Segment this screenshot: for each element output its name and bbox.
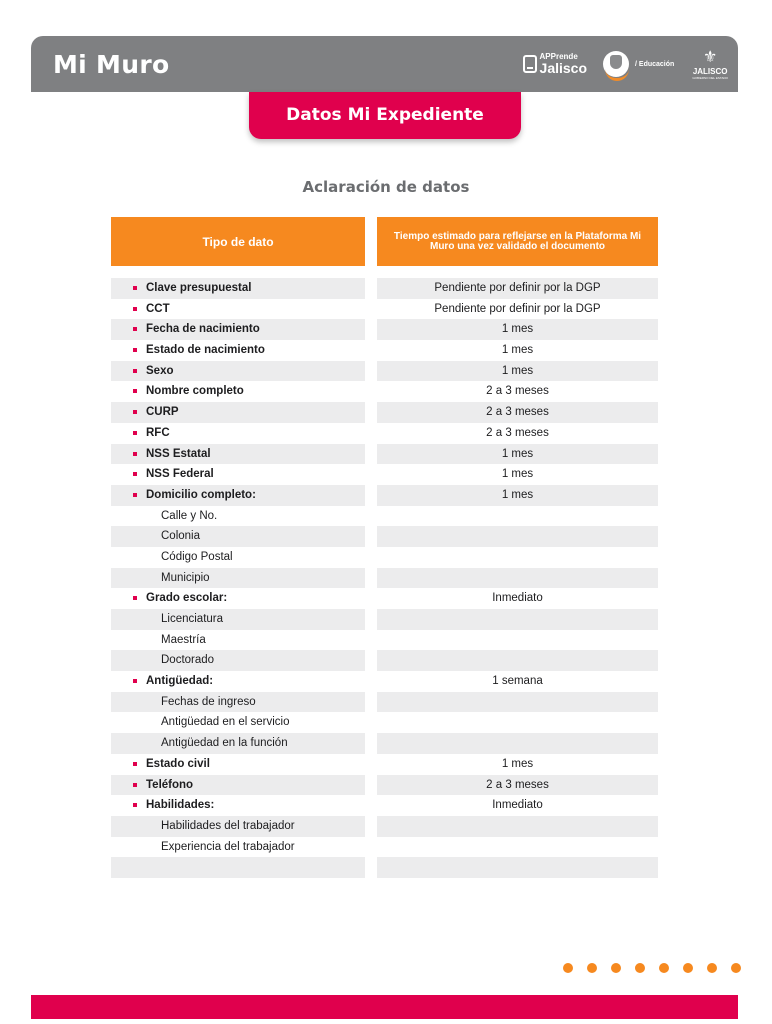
decorative-dot: [563, 963, 573, 973]
decorative-dot: [587, 963, 597, 973]
row-label: Estado civil: [146, 757, 210, 770]
table-cell-tiempo: [377, 444, 658, 465]
header-logos: [523, 44, 728, 84]
table-row: [0, 278, 772, 299]
row-label: CURP: [146, 406, 179, 419]
table-cell-tiempo: [377, 340, 658, 361]
row-value: 2 a 3 meses: [486, 426, 549, 439]
section-title-tab: Datos Mi Expediente: [249, 92, 521, 139]
bullet-icon: [133, 762, 137, 766]
row-label: Experiencia del trabajador: [161, 840, 295, 853]
table-cell-tipo: [111, 444, 365, 465]
row-value: 1 mes: [501, 447, 534, 460]
table-cell-tiempo: [377, 775, 658, 796]
table-cell-tipo: [111, 857, 365, 878]
table-row: [0, 526, 772, 547]
table-row: [0, 630, 772, 651]
table-cell-tipo: [111, 402, 365, 423]
bullet-icon: [133, 410, 137, 414]
table-cell-tipo: [111, 526, 365, 547]
apprende-icon: [523, 55, 537, 73]
table-row: [0, 816, 772, 837]
table-cell-tipo: [111, 733, 365, 754]
table-cell-tipo: [111, 671, 365, 692]
row-value: 2 a 3 meses: [486, 385, 549, 398]
row-label: Calle y No.: [161, 509, 218, 522]
table-row: [0, 588, 772, 609]
educacion-logo: [603, 51, 674, 77]
row-label: Nombre completo: [146, 385, 244, 398]
row-label: Antigüedad:: [146, 675, 214, 688]
row-value: 2 a 3 meses: [486, 778, 549, 791]
table-cell-tiempo: [377, 692, 658, 713]
decorative-dot: [659, 963, 669, 973]
bullet-icon: [133, 596, 137, 600]
decorative-dot: [635, 963, 645, 973]
bullet-icon: [133, 679, 137, 683]
educacion-emblem-icon: [603, 51, 629, 77]
table-header-tipo-de-dato: Tipo de dato: [111, 217, 365, 266]
table-row: [0, 857, 772, 878]
jalisco-logo-text: JALISCO: [692, 66, 728, 76]
row-label: Estado de nacimiento: [146, 344, 265, 357]
table-cell-tipo: [111, 547, 365, 568]
row-label: Antigüedad en la función: [161, 737, 288, 750]
jalisco-logo-subtext: GOBIERNO DEL ESTADO: [692, 75, 728, 80]
bullet-icon: [133, 369, 137, 373]
row-label: Fecha de nacimiento: [146, 323, 260, 336]
bullet-icon: [133, 452, 137, 456]
table-row: [0, 506, 772, 527]
table-cell-tiempo: [377, 609, 658, 630]
row-label: Fechas de ingreso: [161, 695, 256, 708]
row-value: Pendiente por definir por la DGP: [434, 282, 601, 294]
row-label: NSS Estatal: [146, 447, 211, 460]
table-row: [0, 775, 772, 796]
table-header-tiempo-estimado: Tiempo estimado para reflejarse en la Plataforma Mi Muro una vez validado el documento: [377, 217, 658, 266]
table-row: [0, 671, 772, 692]
table-cell-tiempo: [377, 464, 658, 485]
table-row: [0, 795, 772, 816]
apprende-logo: [523, 53, 587, 75]
table-cell-tiempo: [377, 671, 658, 692]
table-cell-tiempo: [377, 506, 658, 527]
row-label: NSS Federal: [146, 468, 214, 481]
table-cell-tiempo: [377, 547, 658, 568]
table-cell-tiempo: [377, 754, 658, 775]
row-label: Domicilio completo:: [146, 488, 256, 501]
table-cell-tipo: [111, 609, 365, 630]
table-cell-tipo: [111, 816, 365, 837]
table-row: [0, 650, 772, 671]
bullet-icon: [133, 431, 137, 435]
table-cell-tipo: [111, 630, 365, 651]
table-row: [0, 381, 772, 402]
table-row: [0, 340, 772, 361]
row-label: Grado escolar:: [146, 592, 228, 605]
table-row: [0, 319, 772, 340]
bullet-icon: [133, 783, 137, 787]
row-label: CCT: [146, 302, 170, 315]
table-cell-tipo: [111, 712, 365, 733]
bullet-icon: [133, 472, 137, 476]
table-cell-tipo: [111, 381, 365, 402]
jalisco-logo: [692, 49, 728, 80]
table-cell-tiempo: [377, 857, 658, 878]
table-cell-tipo: [111, 775, 365, 796]
row-value: 2 a 3 meses: [486, 406, 549, 419]
row-label: Antigüedad en el servicio: [161, 716, 290, 729]
row-value: Inmediato: [492, 799, 543, 812]
decorative-dot: [683, 963, 693, 973]
table-cell-tiempo: [377, 485, 658, 506]
apprende-logo-bottom: Jalisco: [539, 60, 588, 76]
bullet-icon: [133, 327, 137, 331]
bullet-icon: [133, 348, 137, 352]
table-cell-tipo: [111, 319, 365, 340]
bullet-icon: [133, 307, 137, 311]
bullet-icon: [133, 286, 137, 290]
educacion-logo-text: / Educación: [635, 60, 675, 68]
table-row: [0, 568, 772, 589]
row-label: Habilidades del trabajador: [161, 819, 295, 832]
row-value: 1 mes: [501, 757, 534, 770]
table-cell-tiempo: [377, 526, 658, 547]
table-cell-tiempo: [377, 837, 658, 858]
table-cell-tiempo: [377, 650, 658, 671]
table-cell-tiempo: [377, 630, 658, 651]
row-value: 1 mes: [501, 364, 534, 377]
table-cell-tipo: [111, 485, 365, 506]
row-value: Inmediato: [492, 592, 543, 605]
row-label: RFC: [146, 426, 170, 439]
table-cell-tipo: [111, 837, 365, 858]
table-cell-tiempo: [377, 278, 658, 299]
table-row: [0, 299, 772, 320]
table-cell-tipo: [111, 650, 365, 671]
table-row: [0, 402, 772, 423]
row-label: Maestría: [161, 633, 206, 646]
table-cell-tiempo: [377, 423, 658, 444]
table-cell-tipo: [111, 361, 365, 382]
header-bar: [31, 36, 738, 92]
row-value: 1 mes: [501, 468, 534, 481]
row-value: 1 mes: [501, 344, 534, 357]
table-row: [0, 733, 772, 754]
table-cell-tiempo: [377, 361, 658, 382]
table-cell-tiempo: [377, 816, 658, 837]
bullet-icon: [133, 389, 137, 393]
table-row: [0, 444, 772, 465]
apprende-logo-top: APPrende: [539, 52, 578, 61]
table-row: [0, 464, 772, 485]
footer-bar: [31, 995, 738, 1019]
table-row: [0, 692, 772, 713]
decorative-dot: [707, 963, 717, 973]
row-label: Colonia: [161, 530, 200, 543]
table-cell-tipo: [111, 795, 365, 816]
table-cell-tipo: [111, 464, 365, 485]
table-cell-tiempo: [377, 588, 658, 609]
table-cell-tipo: [111, 692, 365, 713]
table-row: [0, 423, 772, 444]
table-row: [0, 361, 772, 382]
app-title: Mi Muro: [53, 50, 170, 79]
table-row: [0, 547, 772, 568]
row-label: Habilidades:: [146, 799, 215, 812]
row-label: Sexo: [146, 364, 174, 377]
table-cell-tiempo: [377, 299, 658, 320]
row-label: Doctorado: [161, 654, 215, 667]
page-subtitle: Aclaración de datos: [302, 178, 470, 196]
row-value: 1 mes: [501, 488, 534, 501]
table-cell-tiempo: [377, 733, 658, 754]
table-cell-tipo: [111, 340, 365, 361]
row-label: Municipio: [161, 571, 210, 584]
row-label: Código Postal: [161, 550, 233, 563]
decorative-dot: [611, 963, 621, 973]
table-cell-tipo: [111, 278, 365, 299]
table-row: [0, 609, 772, 630]
jalisco-coat-of-arms-icon: ⚜: [702, 48, 718, 66]
row-label: Licenciatura: [161, 613, 224, 625]
table-cell-tiempo: [377, 795, 658, 816]
data-table: [0, 278, 772, 878]
row-label: Teléfono: [146, 778, 194, 791]
table-row: [0, 754, 772, 775]
decorative-dot: [731, 963, 741, 973]
row-value: 1 semana: [492, 675, 543, 688]
bullet-icon: [133, 493, 137, 497]
table-cell-tiempo: [377, 402, 658, 423]
table-cell-tipo: [111, 568, 365, 589]
table-row: [0, 712, 772, 733]
row-label: Clave presupuestal: [146, 282, 252, 294]
table-cell-tipo: [111, 588, 365, 609]
table-cell-tiempo: [377, 712, 658, 733]
table-cell-tipo: [111, 423, 365, 444]
table-cell-tipo: [111, 506, 365, 527]
table-cell-tiempo: [377, 568, 658, 589]
table-row: [0, 485, 772, 506]
table-cell-tiempo: [377, 381, 658, 402]
bullet-icon: [133, 803, 137, 807]
decorative-dots: [563, 963, 755, 973]
row-value: 1 mes: [501, 323, 534, 336]
table-row: [0, 837, 772, 858]
table-cell-tipo: [111, 299, 365, 320]
table-cell-tiempo: [377, 319, 658, 340]
table-cell-tipo: [111, 754, 365, 775]
row-value: Pendiente por definir por la DGP: [434, 302, 601, 315]
